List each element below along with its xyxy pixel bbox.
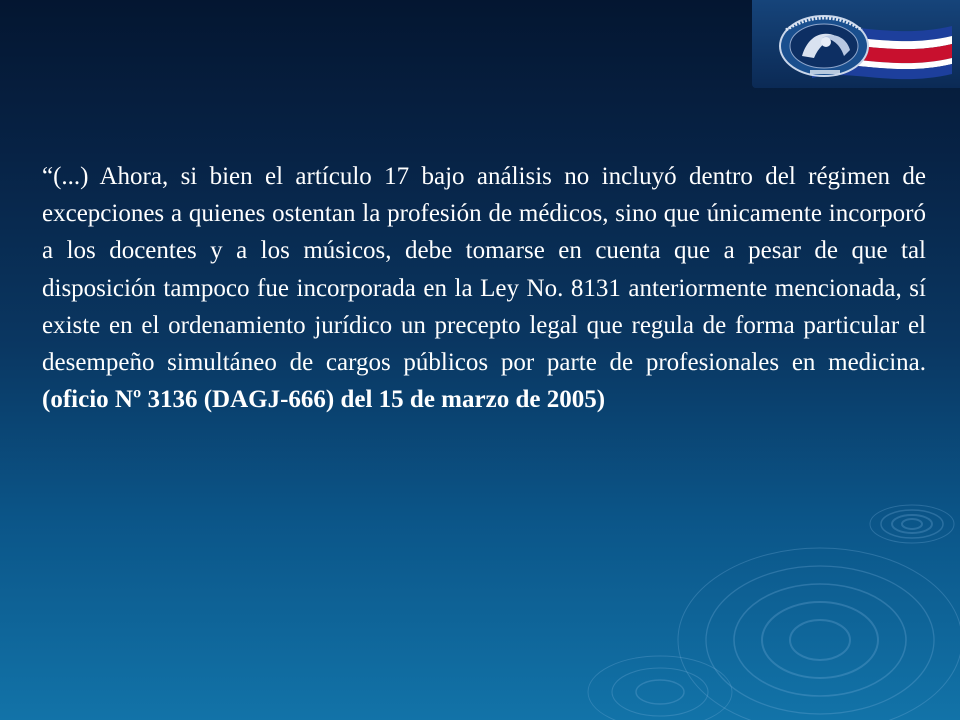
quote-reference: (oficio Nº 3136 (DAGJ-666) del 15 de marzo de 2005) xyxy=(42,386,606,414)
quote-text: “(...) Ahora, si bien el artículo 17 bajo análisis no incluyó dentro del régimen de excepciones a quienes ostentan la profesión de médicos, sino que únicamente incorporó a los docentes y a los músicos, debe tomarse en cuenta que a pesar de que tal disposición tampoco fue incorporada en la Ley No. 8131 anteriormente mencionada, sí existe en el ordenamiento jurídico un precepto legal que regula de forma particular el desempeño simultáneo de cargos públicos por parte de profesionales en medicina. xyxy=(42,163,926,377)
institution-flag-logo-icon xyxy=(752,0,960,88)
quote-paragraph xyxy=(42,158,926,418)
